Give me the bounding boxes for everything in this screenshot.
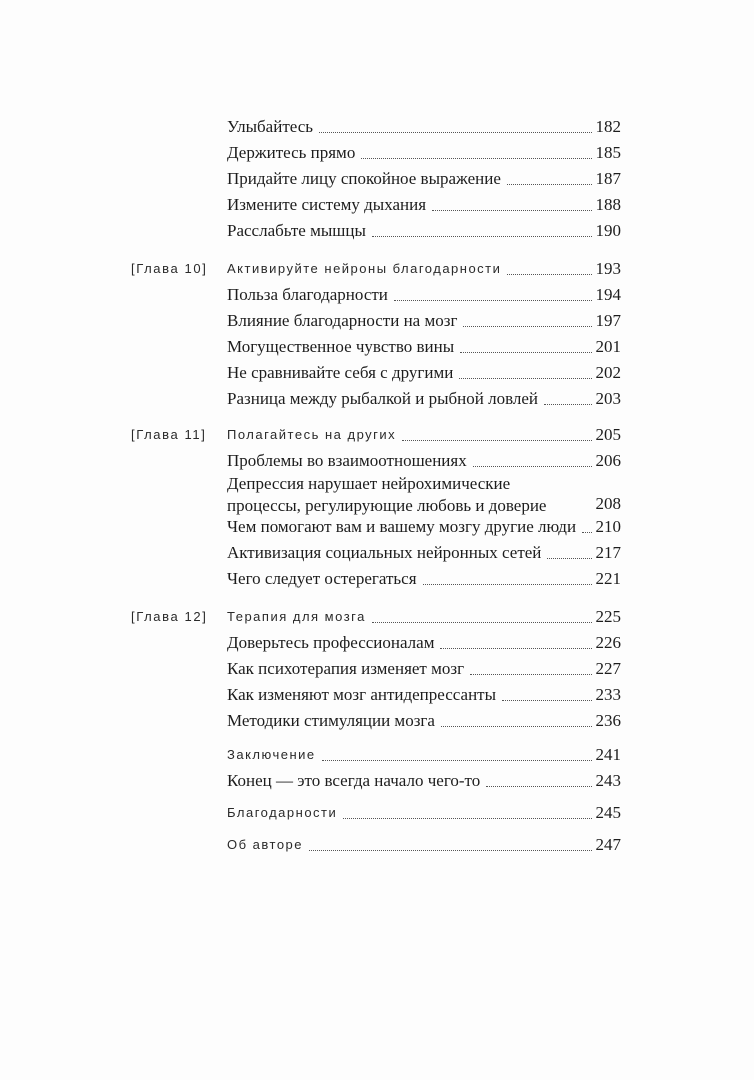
entry-page: 221 bbox=[595, 569, 621, 588]
toc-entry bbox=[227, 386, 621, 412]
chapter-page: 193 bbox=[595, 259, 621, 278]
toc-entry bbox=[227, 514, 621, 540]
entry-title: Придайте лицу спокойное выражение bbox=[227, 169, 501, 188]
dot-leader bbox=[470, 674, 591, 675]
dot-leader bbox=[544, 404, 591, 405]
entry-page: 182 bbox=[595, 117, 621, 136]
chapter-11-heading bbox=[227, 422, 621, 448]
entry-title: Проблемы во взаимоотношениях bbox=[227, 451, 467, 470]
entry-page: 217 bbox=[595, 543, 621, 562]
toc-entry bbox=[227, 282, 621, 308]
entry-page: 208 bbox=[595, 494, 621, 513]
toc-entry bbox=[227, 682, 621, 708]
entry-page: 202 bbox=[595, 363, 621, 382]
entry-page: 227 bbox=[595, 659, 621, 678]
section-page: 245 bbox=[595, 803, 621, 822]
entry-title: Как психотерапия изменяет мозг bbox=[227, 659, 465, 678]
dot-leader bbox=[473, 466, 592, 467]
dot-leader bbox=[460, 352, 591, 353]
toc-entry bbox=[227, 768, 621, 794]
dot-leader bbox=[423, 584, 592, 585]
dot-leader bbox=[459, 378, 591, 379]
entry-page: 187 bbox=[595, 169, 621, 188]
toc-entry bbox=[227, 566, 621, 592]
entry-title: Чего следует остерегаться bbox=[227, 569, 417, 588]
toc-entry bbox=[227, 540, 621, 566]
entry-page: 203 bbox=[595, 389, 621, 408]
dot-leader bbox=[547, 558, 591, 559]
entry-page: 194 bbox=[595, 285, 621, 304]
chapter-page: 225 bbox=[595, 607, 621, 626]
entry-title: Держитесь прямо bbox=[227, 143, 356, 162]
dot-leader bbox=[372, 622, 592, 623]
dot-leader bbox=[463, 326, 591, 327]
entry-title-line-1: Депрессия нарушает нейрохимические bbox=[227, 474, 511, 493]
entry-page: 210 bbox=[595, 517, 621, 536]
entry-title bbox=[227, 473, 586, 517]
toc-entry bbox=[227, 308, 621, 334]
entry-title: Методики стимуляции мозга bbox=[227, 711, 435, 730]
dot-leader bbox=[507, 274, 591, 275]
chapter-10-heading bbox=[227, 256, 621, 282]
chapter-12-label: [Глава 12] bbox=[131, 609, 208, 624]
chapter-title: Полагайтесь на других bbox=[227, 427, 397, 442]
dot-leader bbox=[507, 184, 592, 185]
entry-page: 190 bbox=[595, 221, 621, 240]
chapter-title: Терапия для мозга bbox=[227, 609, 366, 624]
toc-entry bbox=[227, 192, 621, 218]
dot-leader bbox=[432, 210, 591, 211]
entry-title: Расслабьте мышцы bbox=[227, 221, 366, 240]
about-author-heading bbox=[227, 832, 621, 858]
dot-leader bbox=[361, 158, 591, 159]
entry-title: Польза благодарности bbox=[227, 285, 388, 304]
toc-entry bbox=[227, 166, 621, 192]
section-page: 247 bbox=[595, 835, 621, 854]
entry-page: 206 bbox=[595, 451, 621, 470]
toc-entry bbox=[227, 708, 621, 734]
section-title: Заключение bbox=[227, 747, 316, 762]
dot-leader bbox=[394, 300, 592, 301]
entry-title: Не сравнивайте себя с другими bbox=[227, 363, 454, 382]
entry-title: Улыбайтесь bbox=[227, 117, 314, 136]
chapter-page: 205 bbox=[595, 425, 621, 444]
dot-leader bbox=[343, 818, 591, 819]
dot-leader bbox=[441, 726, 592, 727]
chapter-12-heading bbox=[227, 604, 621, 630]
entry-page: 185 bbox=[595, 143, 621, 162]
entry-title: Как изменяют мозг антидепрессанты bbox=[227, 685, 497, 704]
toc-entry bbox=[227, 218, 621, 244]
conclusion-heading bbox=[227, 742, 621, 768]
entry-page: 226 bbox=[595, 633, 621, 652]
entry-page: 201 bbox=[595, 337, 621, 356]
acknowledgements-heading bbox=[227, 800, 621, 826]
dot-leader bbox=[309, 850, 591, 851]
section-page: 241 bbox=[595, 745, 621, 764]
toc-entry bbox=[227, 360, 621, 386]
entry-title-line-2: процессы, регулирующие любовь и доверие bbox=[227, 496, 547, 515]
entry-page: 243 bbox=[595, 771, 621, 790]
chapter-title: Активируйте нейроны благодарности bbox=[227, 261, 502, 276]
toc-entry bbox=[227, 114, 621, 140]
entry-title: Измените систему дыхания bbox=[227, 195, 427, 214]
dot-leader bbox=[486, 786, 591, 787]
chapter-11-label: [Глава 11] bbox=[131, 427, 207, 442]
entry-page: 236 bbox=[595, 711, 621, 730]
section-title: Об авторе bbox=[227, 837, 304, 852]
toc-entry bbox=[227, 630, 621, 656]
dot-leader bbox=[402, 440, 591, 441]
toc-entry-multiline bbox=[227, 471, 621, 517]
entry-title: Доверьтесь профессионалам bbox=[227, 633, 435, 652]
entry-page: 233 bbox=[595, 685, 621, 704]
entry-title: Влияние благодарности на мозг bbox=[227, 311, 458, 330]
entry-title: Чем помогают вам и вашему мозгу другие люди bbox=[227, 517, 577, 536]
dot-leader bbox=[372, 236, 592, 237]
dot-leader bbox=[319, 132, 591, 133]
entry-page: 188 bbox=[595, 195, 621, 214]
entry-title: Разница между рыбалкой и рыбной ловлей bbox=[227, 389, 539, 408]
toc-entry bbox=[227, 334, 621, 360]
dot-leader bbox=[582, 532, 591, 533]
dot-leader bbox=[440, 648, 591, 649]
entry-page: 197 bbox=[595, 311, 621, 330]
dot-leader bbox=[322, 760, 592, 761]
entry-title: Конец — это всегда начало чего-то bbox=[227, 771, 481, 790]
entry-title: Активизация социальных нейронных сетей bbox=[227, 543, 542, 562]
chapter-10-label: [Глава 10] bbox=[131, 261, 208, 276]
toc-entry bbox=[227, 656, 621, 682]
section-title: Благодарности bbox=[227, 805, 338, 820]
entry-title: Могущественное чувство вины bbox=[227, 337, 455, 356]
dot-leader bbox=[502, 700, 591, 701]
toc-entry bbox=[227, 140, 621, 166]
